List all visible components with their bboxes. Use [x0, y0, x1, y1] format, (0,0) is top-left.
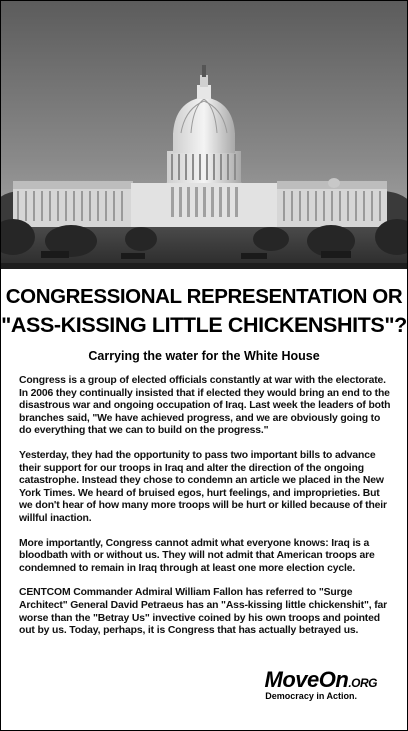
headline-line-2: "ASS-KISSING LITTLE CHICKENSHITS"? [1, 313, 407, 337]
logo-tagline: Democracy in Action. [265, 691, 357, 701]
logo-name: MoveOn [264, 667, 349, 692]
moveon-logo [265, 667, 377, 701]
paragraph-yesterday: Yesterday, they had the opportunity to pass two important bills to advance their support for our troops in Iraq and alter the direction of the ongoing catastrophe. Instead they chose to condemn an article we placed in the New York Times. We heard of bruised egos, hurt feelings, and improprieties. But we don't hear of how many more troops will be hurt or killed because of their willful inaction. [19, 449, 387, 524]
paragraph-importantly: More importantly, Congress cannot admit what everyone knows: Iraq is a bloodbath with or without us. They will not admit that American troops are condemned to remain in Iraq through at least one more election cycle. [19, 537, 375, 574]
headline [1, 283, 407, 339]
logo-wordmark [265, 667, 377, 693]
logo-suffix: .ORG [348, 676, 377, 690]
subhead: Carrying the water for the White House [88, 349, 320, 363]
paragraph-congress: Congress is a group of elected officials constantly at war with the electorate. In 2006 they continually insisted that if elected they would bring an end to the disastrous war and ongoing occupation of Iraq. Last week the leaders of both branches said, "We have achieved progress, and we are obviously going to do everything that we can to build on the progress." [19, 375, 391, 437]
headline-line-1: CONGRESSIONAL REPRESENTATION OR [5, 285, 403, 308]
body-text [19, 375, 395, 650]
paragraph-centcom: CENTCOM Commander Admiral William Fallon has referred to "Surge Architect" General David Petraeus has an "Ass-kissing little chickenshit", far worse than the "Betray Us" invective coined by his own troops and pointed out by us. Today, perhaps, it is Congress that has actually betrayed us. [19, 587, 388, 637]
capitol-building-photo [1, 1, 407, 269]
